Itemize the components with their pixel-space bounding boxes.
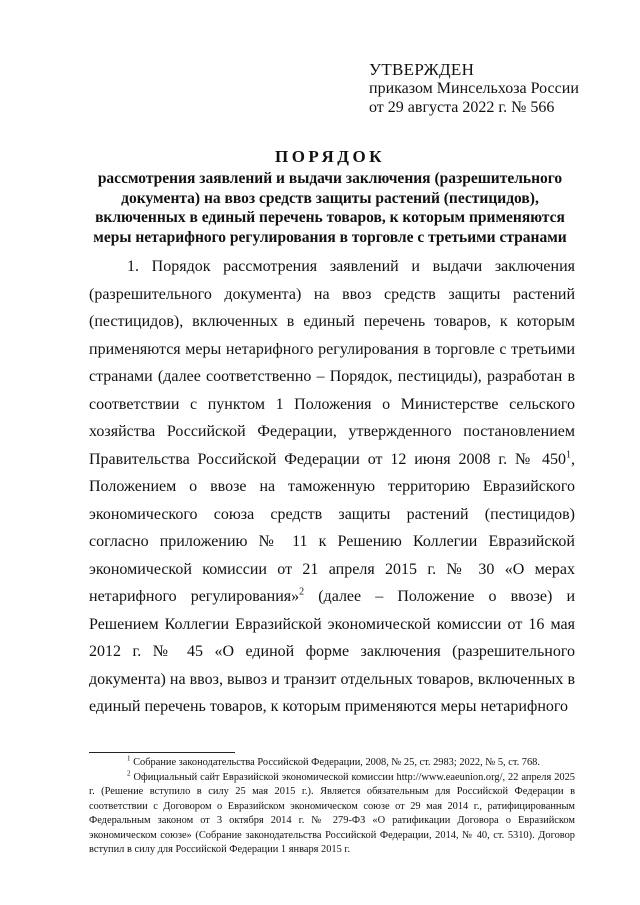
document-subtitle-line-1: рассмотрения заявлений и выдачи заключения (разрешительного (97, 170, 563, 187)
paragraph-1-part-2: , Положением о ввозе на таможенную территорию Евразийского экономического союза средств защиты растений (пестицидов) согласно приложению № 11 к Решению Коллегии Евразийской экономической комиссии от 21 апреля 2015 г. № 30 «О мерах нетарифного регулирования» (89, 450, 575, 605)
footnote-1-text: Собрание законодательства Российской Федерации, 2008, № 25, ст. 2983; 2022, № 5, ст. 768. (130, 757, 540, 768)
footnote-ref-2: 2 (299, 586, 305, 598)
paragraph-1 (89, 253, 575, 721)
approval-date-line: от 29 августа 2022 г. № 566 (369, 99, 555, 116)
paragraph-1-part-3: (далее – Положение о ввозе) и Решением Коллегии Евразийской экономической комиссии от 16 мая 2012 г. № 45 «О единой форме заключения (разрешительного документа) на ввоз, вывоз и транзит отдельных товаров, включенных в единый перечень товаров, к которым применяются меры нетарифного (89, 588, 576, 715)
document-title: ПОРЯДОК (274, 147, 385, 166)
footnotes (89, 756, 575, 858)
approval-title: УТВЕРЖДЕН (369, 60, 475, 79)
footnote-1 (89, 756, 575, 771)
footnote-divider (89, 752, 235, 753)
approval-order-line: приказом Минсельхоза России (369, 80, 579, 97)
paragraph-1-part-1: 1. Порядок рассмотрения заявлений и выдачи заключения (разрешительного документа) на ввоз средств защиты растений (пестицидов), включенных в единый перечень товаров, к которым применяются меры нетарифного регулирования в торговле с третьими странами (далее соответственно – Порядок, пестициды), разработан в соответствии с пунктом 1 Положения о Министерстве сельского хозяйства Российской Федерации, утвержденного постановлением Правительства Российской Федерации от 12 июня 2008 г. № 450 (89, 258, 575, 468)
document-subtitle-line-4: меры нетарифного регулирования в торговле с третьими странами (93, 228, 567, 246)
footnote-2-text: Официальный сайт Евразийской экономической комиссии http://www.eaeunion.org/, 22 апреля 2025 г. (Решение вступило в силу 25 мая 2015 г.). Является обязательным для Российской Федерации в соответствии с Договором о Евразийском экономическом союзе от 29 мая 2014 г., ратифицированным Федеральным законом от 3 октября 2014 г. № 279-ФЗ «О ратификации Договора о Евразийском экономическом союзе» (Собрание законодательства Российской Федерации, 2014, № 40, ст. 5310). Договор вступил в силу для Российской Федерации 1 января 2015 г. (89, 771, 575, 855)
document-subtitle-line-3: включенных в единый перечень товаров, к которым применяются (95, 209, 565, 226)
footnote-2-mark: 2 (127, 769, 131, 778)
footnote-1-mark: 1 (127, 754, 131, 763)
document-subtitle-line-2: документа) на ввоз средств защиты растений (пестицидов), (121, 189, 539, 207)
approval-stamp (369, 60, 579, 117)
document-heading (80, 147, 580, 247)
footnote-ref-1: 1 (566, 449, 571, 461)
footnote-2 (89, 771, 575, 858)
